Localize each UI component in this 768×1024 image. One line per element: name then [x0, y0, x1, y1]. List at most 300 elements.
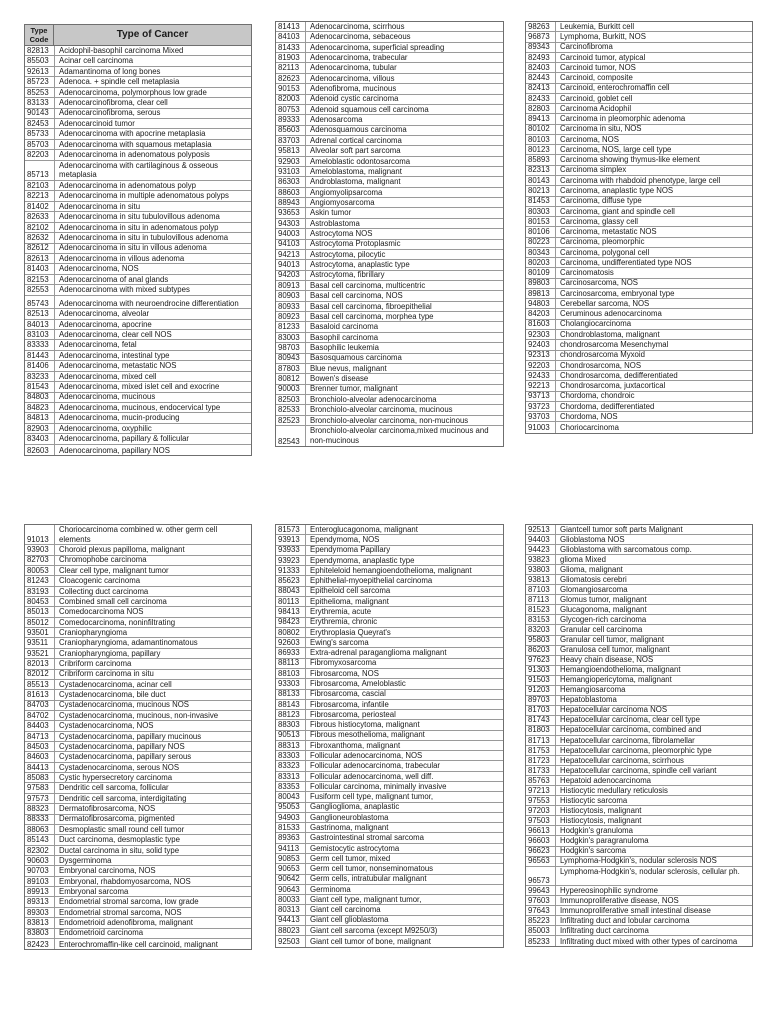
- cancer-type-cell: Carcinoma, giant and spindle cell: [555, 207, 752, 216]
- cancer-type-cell: Infiltrating duct mixed with other types of carcinoma: [555, 936, 752, 946]
- type-code-cell: 85143: [27, 835, 49, 845]
- cancer-type-cell: Fibrosarcoma, cascial: [305, 690, 503, 699]
- table-row: [276, 854, 503, 864]
- type-code-cell: 97573: [27, 793, 49, 803]
- table-row: [25, 98, 251, 108]
- type-code-cell: 98423: [278, 617, 300, 627]
- cancer-type-cell: Chordoma, chondroic: [555, 392, 752, 401]
- type-code-cell: 81453: [528, 196, 550, 206]
- type-code-cell: 83313: [278, 771, 300, 781]
- cancer-type-cell: Carcinoma, NOS: [555, 135, 752, 144]
- cancer-type-cell: Adenocarcinoma, villous: [305, 74, 503, 83]
- cancer-type-cell: Adenosarcoma: [305, 115, 503, 124]
- type-code-cell: 80913: [278, 280, 300, 290]
- table-row: [25, 649, 251, 659]
- cancer-type-cell: Histiocytic medullary reticulosis: [555, 786, 752, 795]
- table-row: [25, 618, 251, 628]
- cancer-type-cell: Dysgerminoma: [54, 856, 251, 865]
- cancer-type-cell: Infiltrating duct carcinoma: [555, 926, 752, 935]
- table-row: [526, 104, 752, 114]
- type-code-cell: 93511: [27, 638, 49, 648]
- type-code-cell: 88023: [278, 925, 300, 935]
- type-code-cell: 92903: [278, 156, 300, 166]
- type-code-cell: 80223: [528, 237, 550, 247]
- table-row: [25, 403, 251, 413]
- cancer-type-cell: Ganglioneuroblastoma: [305, 813, 503, 822]
- table-row: [526, 756, 752, 766]
- type-code-cell: 83153: [528, 615, 550, 624]
- cancer-type-cell: Acinar cell carcinoma: [54, 56, 251, 65]
- table-row: [276, 659, 503, 669]
- table-row: [25, 56, 251, 66]
- type-code-cell: 82493: [528, 52, 550, 62]
- cancer-type-cell: Cloacogenic carcinoma: [54, 576, 251, 585]
- table-row: [25, 320, 251, 330]
- table-row: [526, 666, 752, 676]
- cancer-type-cell: Adenocarcinoma in situ: [54, 202, 251, 211]
- cancer-type-cell: Ephithelial-myoepithelial carcinoma: [305, 576, 503, 585]
- type-code-cell: 84413: [27, 762, 49, 772]
- type-code-cell: 94413: [278, 915, 300, 925]
- cancer-type-cell: Adenocarcinoma with neuroendrocine differentiation: [54, 296, 251, 309]
- type-code-cell: 82302: [27, 845, 49, 855]
- type-code-cell: 84013: [27, 319, 49, 329]
- cancer-type-cell: chondrosarcoma Mesenchymal: [555, 340, 752, 349]
- cancer-type-cell: Ependymoma, anaplastic type: [305, 556, 503, 565]
- cancer-type-cell: Hepatocellular carcinoma, pleomorphic type: [555, 746, 752, 755]
- type-code-cell: 90153: [278, 84, 300, 94]
- cancer-type-cell: Fibrosarcoma, periosteal: [305, 710, 503, 719]
- table-row: [25, 815, 251, 825]
- cancer-type-cell: Adenofibroma, mucinous: [305, 84, 503, 93]
- table-row: [526, 412, 752, 422]
- type-code-cell: 83333: [27, 340, 49, 350]
- table-row: [25, 393, 251, 403]
- type-code-cell: 87103: [528, 585, 550, 594]
- table-row: [25, 119, 251, 129]
- table-row: [25, 191, 251, 201]
- table-row: [276, 53, 503, 63]
- cancer-type-cell: Carcinoma, metastatic NOS: [555, 227, 752, 236]
- table-row: [25, 783, 251, 793]
- type-code-cell: 88123: [278, 710, 300, 719]
- cancer-type-cell: Adenocarcinofibroma, serous: [54, 109, 251, 118]
- cancer-type-cell: Adenocarcinoma, mucinous: [54, 393, 251, 402]
- table-row: [276, 782, 503, 792]
- cancer-type-cell: Extra-adrenal paraganglioma malignant: [305, 648, 503, 657]
- table-row: [526, 565, 752, 575]
- cancer-type-cell: Brenner tumor, malignant: [305, 385, 503, 394]
- table-row: [526, 289, 752, 299]
- cancer-type-cell: Cystadenocarcinoma, bile duct: [54, 690, 251, 699]
- table-row: [526, 716, 752, 726]
- type-code-cell: 92313: [528, 350, 550, 360]
- type-code-cell: 82553: [27, 285, 49, 295]
- cancer-type-cell: Adenocarcinoma in villous adenoma: [54, 254, 251, 263]
- table-row: [25, 607, 251, 617]
- type-code-cell: 81443: [27, 350, 49, 360]
- cancer-type-cell: Adenocarcinoma, tubular: [305, 63, 503, 72]
- table-row: [526, 53, 752, 63]
- table-col-1: [24, 24, 252, 456]
- cancer-type-cell: Androblastoma, malignant: [305, 177, 503, 186]
- cancer-type-cell: Adenocarcinoma, papillary & follicular: [54, 434, 251, 443]
- type-code-cell: 82803: [528, 104, 550, 113]
- cancer-type-cell: Adenosquamous carcinoma: [305, 126, 503, 135]
- type-code-cell: 85013: [27, 607, 49, 617]
- table-row: [526, 207, 752, 217]
- type-code-cell: 80753: [278, 104, 300, 114]
- type-code-cell: 94803: [528, 299, 550, 308]
- table-row: [526, 696, 752, 706]
- type-code-cell: 80923: [278, 312, 300, 321]
- table-row: [526, 595, 752, 605]
- type-code-cell: 94903: [278, 812, 300, 822]
- table-row: [276, 669, 503, 679]
- table-row: [25, 939, 251, 949]
- cancer-type-cell: Erythremia, chronic: [305, 618, 503, 627]
- table-row: [25, 434, 251, 444]
- cancer-type-cell: Endometrial stromal sarcoma, NOS: [54, 908, 251, 917]
- table-row: [526, 906, 752, 916]
- type-code-cell: 94113: [278, 843, 300, 853]
- cancer-type-cell: Hepatocellular carcinoma, combined and: [555, 726, 752, 735]
- table-row: [276, 607, 503, 617]
- cancer-type-cell: Fibrous histiocytoma, malignant: [305, 720, 503, 729]
- table-row: [25, 773, 251, 783]
- type-code-cell: 92503: [278, 937, 300, 947]
- type-code-cell: 81413: [278, 22, 300, 31]
- cancer-type-cell: Adenocarcinoma, mucin-producing: [54, 413, 251, 422]
- type-code-cell: 80203: [528, 258, 550, 267]
- table-row: [25, 659, 251, 669]
- cancer-type-cell: Adenocarcinofibroma, clear cell: [54, 98, 251, 107]
- cancer-type-cell: Adenocarcinoma, superficial spreading: [305, 43, 503, 52]
- type-code-cell: 91203: [528, 685, 550, 695]
- table-row: [526, 258, 752, 268]
- table-row: [276, 136, 503, 146]
- cancer-type-cell: Clear cell type, malignant tumor: [54, 566, 251, 575]
- cancer-type-cell: Bowen's disease: [305, 374, 503, 383]
- cancer-type-cell: Ductal carcinoma in situ, solid type: [54, 846, 251, 855]
- type-code-cell: 83233: [27, 371, 49, 381]
- table-row: [276, 648, 503, 658]
- table-row: [25, 233, 251, 243]
- cancer-type-cell: Basal cell carcinoma, multicentric: [305, 281, 503, 290]
- type-code-cell: 81403: [27, 264, 49, 274]
- table-row: [526, 676, 752, 686]
- table-row: [526, 330, 752, 340]
- type-code-cell: 82633: [27, 212, 49, 222]
- cancer-type-cell: Carcinoid tumor, NOS: [555, 63, 752, 72]
- type-code-cell: 93703: [528, 412, 550, 421]
- type-code-cell: 88133: [278, 689, 300, 699]
- table-row: [25, 264, 251, 274]
- table-row: [526, 166, 752, 176]
- table-row: [25, 742, 251, 752]
- table-row: [276, 229, 503, 239]
- cancer-type-cell: Adenocarcinoma in situ tubulovillous adenoma: [54, 212, 251, 221]
- cancer-type-cell: Enterochromaffin-like cell carcinoid, malignant: [54, 939, 251, 949]
- table-row: [526, 525, 752, 535]
- table-row: [25, 129, 251, 139]
- cancer-type-cell: Dendritic cell sarcoma, follicular: [54, 783, 251, 792]
- table-col-5: [275, 524, 504, 948]
- type-code-cell: 85763: [528, 776, 550, 785]
- table-header: [25, 25, 251, 46]
- table-row: [276, 905, 503, 915]
- type-code-cell: 80102: [528, 124, 550, 134]
- cancer-type-cell: Bronchiolo-alveolar carcinoma, non-mucinous: [305, 416, 503, 425]
- table-row: [276, 628, 503, 638]
- table-row: [526, 585, 752, 595]
- table-row: [276, 731, 503, 741]
- table-row: [25, 413, 251, 423]
- table-row: [526, 73, 752, 83]
- table-col-3: [525, 21, 753, 434]
- cancer-type-cell: Lymphoma-Hodgkin's, nodular sclerosis NOS: [555, 857, 752, 866]
- type-code-cell: 97603: [528, 896, 550, 905]
- table-row: [25, 330, 251, 340]
- table-row: [526, 279, 752, 289]
- type-code-cell: 91003: [528, 423, 550, 433]
- type-code-cell: 85253: [27, 87, 49, 97]
- table-row: [25, 638, 251, 648]
- type-code-cell: 80802: [278, 627, 300, 637]
- cancer-type-cell: Epithelioma, malignant: [305, 597, 503, 606]
- type-code-cell: 81803: [528, 725, 550, 735]
- table-row: [25, 576, 251, 586]
- type-code-cell: 90643: [278, 884, 300, 894]
- table-row: [276, 792, 503, 802]
- cancer-type-cell: Carcinoma in pleomorphic adenoma: [555, 114, 752, 123]
- table-row: [25, 46, 251, 56]
- cancer-type-cell: Giantcell tumor soft parts Malignant: [555, 525, 752, 534]
- cancer-type-cell: Follicular adenocarcinoma, trabecular: [305, 761, 503, 770]
- type-code-cell: 88143: [278, 699, 300, 709]
- table-row: [526, 726, 752, 736]
- table-row: [25, 382, 251, 392]
- type-code-cell: 88113: [278, 658, 300, 668]
- table-col-4: [24, 524, 252, 950]
- type-code-cell: 92403: [528, 340, 550, 349]
- table-row: [526, 886, 752, 896]
- cancer-type-cell: Adenocarcinoma in adenomatous polyposis: [54, 150, 251, 159]
- table-row: [25, 711, 251, 721]
- cancer-type-cell: Carcinomatosis: [555, 268, 752, 277]
- cancer-type-cell: Gliomatosis cerebri: [555, 575, 752, 584]
- table-row: [276, 803, 503, 813]
- cancer-type-cell: Astrocytoma, pilocytic: [305, 250, 503, 259]
- type-code-cell: 97623: [528, 655, 550, 665]
- cancer-type-cell: Cerebellar sarcoma, NOS: [555, 299, 752, 308]
- cancer-type-cell: Hepatocellular carcinoma NOS: [555, 706, 752, 715]
- type-code-cell: 82113: [278, 63, 300, 73]
- type-code-cell: 80043: [278, 792, 300, 802]
- cancer-type-cell: Carcinosarcoma, NOS: [555, 279, 752, 288]
- type-code-cell: 90642: [278, 874, 300, 884]
- cancer-type-cell: Ceruminous adenocarcinoma: [555, 309, 752, 318]
- cancer-type-cell: Chondroblastoma, malignant: [555, 330, 752, 339]
- cancer-type-cell: Endometrial stromal sarcoma, low grade: [54, 897, 251, 906]
- cancer-type-cell: Heavy chain disease, NOS: [555, 656, 752, 665]
- table-row: [276, 22, 503, 32]
- cancer-type-cell: Germinoma: [305, 885, 503, 894]
- cancer-type-cell: Hodgkin's paragranuloma: [555, 836, 752, 845]
- type-code-cell: 81713: [528, 735, 550, 745]
- type-code-cell: 92513: [528, 525, 550, 534]
- type-code-cell: 90653: [278, 864, 300, 874]
- table-row: [25, 690, 251, 700]
- type-code-cell: 80343: [528, 247, 550, 257]
- table-row: [25, 566, 251, 576]
- type-code-cell: 81402: [27, 201, 49, 211]
- cancer-type-cell: Cystadenocarcinoma, mucinous, non-invasive: [54, 711, 251, 720]
- table-row: [526, 816, 752, 826]
- cancer-type-cell: Adenocarcinoma in adenomatous polyp: [54, 181, 251, 190]
- type-code-cell: 93903: [27, 545, 49, 555]
- type-code-cell: 81753: [528, 746, 550, 755]
- type-code-cell: 82523: [278, 415, 300, 425]
- type-code-cell: 88323: [27, 804, 49, 814]
- cancer-type-cell: Ependymoma, NOS: [305, 535, 503, 544]
- cancer-type-cell: Germ cells, intratubular malignant: [305, 875, 503, 884]
- type-code-cell: 89813: [528, 288, 550, 298]
- type-code-cell: 82903: [27, 423, 49, 433]
- type-code-cell: 88063: [27, 824, 49, 834]
- cancer-type-cell: Glomangiosarcoma: [555, 585, 752, 594]
- type-code-cell: 81543: [27, 382, 49, 392]
- cancer-type-cell: Chondrosarcoma, juxtacortical: [555, 381, 752, 390]
- type-code-cell: 82703: [27, 555, 49, 565]
- cancer-type-cell: Embryonal sarcoma: [54, 887, 251, 896]
- table-row: [526, 197, 752, 207]
- type-code-cell: 82403: [528, 63, 550, 72]
- type-code-cell: 82603: [27, 445, 49, 455]
- cancer-type-cell: Comedocarcinoma NOS: [54, 607, 251, 616]
- type-code-cell: 81406: [27, 361, 49, 371]
- table-row: [25, 825, 251, 835]
- cancer-type-cell: Lymphoma-Hodgkin's, nodular sclerosis, cellular ph.: [555, 867, 752, 886]
- type-code-cell: 98263: [528, 22, 550, 31]
- type-code-cell: 80943: [278, 353, 300, 363]
- table-row: [276, 710, 503, 720]
- type-code-cell: 90513: [278, 730, 300, 740]
- table-row: [526, 392, 752, 402]
- type-code-cell: 85623: [278, 576, 300, 586]
- table-row: [526, 646, 752, 656]
- type-code-cell: 80903: [278, 291, 300, 301]
- type-code-cell: 89313: [27, 897, 49, 907]
- table-row: [276, 291, 503, 301]
- table-row: [25, 856, 251, 866]
- cancer-type-cell: Enteroglucagonoma, malignant: [305, 525, 503, 534]
- cancer-type-cell: Fibromyxosarcoma: [305, 659, 503, 668]
- cancer-type-cell: Blue nevus, malignant: [305, 364, 503, 373]
- cancer-type-cell: Chromophobe carcinoma: [54, 556, 251, 565]
- type-code-cell: 83703: [278, 135, 300, 145]
- cancer-type-cell: Adenocarcinoma, alveolar: [54, 309, 251, 318]
- cancer-type-cell: Cholangiocarcinoma: [555, 320, 752, 329]
- cancer-type-cell: Bronchiolo-alveolar carcinoma, mucinous: [305, 405, 503, 414]
- table-row: [526, 155, 752, 165]
- type-code-cell: 96623: [528, 846, 550, 856]
- cancer-type-cell: Carcinoma, pleomorphic: [555, 238, 752, 247]
- type-code-cell: 85703: [27, 139, 49, 149]
- table-row: [276, 281, 503, 291]
- cancer-type-cell: Adenocarcinoma, apocrine: [54, 320, 251, 329]
- cancer-type-cell: Hemangioendothelioma, malignant: [555, 666, 752, 675]
- type-code-cell: 84813: [27, 413, 49, 423]
- cancer-type-cell: Cystadenocarcinoma, papillary serous: [54, 752, 251, 761]
- type-code-cell: 90003: [278, 384, 300, 394]
- table-row: [526, 847, 752, 857]
- cancer-type-cell: Carcinoma, anaplastic type NOS: [555, 186, 752, 195]
- table-row: [276, 813, 503, 823]
- table-row: [276, 926, 503, 936]
- type-code-cell: 81703: [528, 705, 550, 715]
- cancer-type-cell: Adenocarcinoma of anal glands: [54, 275, 251, 284]
- cancer-type-cell: Gastrinoma, malignant: [305, 823, 503, 832]
- table-row: [25, 866, 251, 876]
- table-row: [526, 381, 752, 391]
- cancer-type-cell: Astrocytoma Protoplasmic: [305, 240, 503, 249]
- cancer-type-cell: Adenocarcinoma with squamous metaplasia: [54, 140, 251, 149]
- table-row: [526, 299, 752, 309]
- table-row: [25, 556, 251, 566]
- cancer-type-cell: Infiltrating duct and lobular carcinoma: [555, 916, 752, 925]
- table-row: [276, 426, 503, 446]
- table-row: [526, 402, 752, 412]
- cancer-type-cell: Follicular adenocarcinoma, well diff.: [305, 772, 503, 781]
- table-row: [276, 240, 503, 250]
- cancer-type-cell: Chordoma, dedifferentiated: [555, 402, 752, 411]
- cancer-type-cell: Hepatocellular carcinoma, fibrolamellar: [555, 736, 752, 745]
- table-row: [25, 877, 251, 887]
- type-code-cell: 97643: [528, 906, 550, 915]
- table-row: [25, 254, 251, 264]
- table-row: [276, 741, 503, 751]
- cancer-type-cell: Germ cell tumor, mixed: [305, 854, 503, 863]
- table-row: [276, 198, 503, 208]
- table-row: [526, 361, 752, 371]
- type-code-cell: 99643: [528, 886, 550, 895]
- cancer-type-cell: Gastrointestinal stromal sarcoma: [305, 833, 503, 842]
- type-code-cell: 82513: [27, 309, 49, 319]
- type-code-cell: 80033: [278, 895, 300, 904]
- type-code-cell: 89803: [528, 278, 550, 288]
- type-code-cell: 90603: [27, 856, 49, 865]
- table-row: [25, 212, 251, 222]
- type-code-cell: 83203: [528, 625, 550, 635]
- type-code-cell: 91503: [528, 675, 550, 685]
- cancer-type-cell: Adenocarcinoma, NOS: [54, 264, 251, 273]
- table-row: [25, 223, 251, 233]
- cancer-type-cell: Epitheloid cell sarcoma: [305, 587, 503, 596]
- cancer-type-cell: Fibrosarcoma, infantile: [305, 700, 503, 709]
- cancer-type-cell: Endometrioid adenofibroma, malignant: [54, 918, 251, 927]
- type-code-cell: 82613: [27, 253, 49, 263]
- type-code-cell: 80106: [528, 227, 550, 237]
- table-row: [25, 929, 251, 939]
- type-code-cell: 80113: [278, 596, 300, 606]
- type-code-cell: 92203: [528, 360, 550, 370]
- type-code-cell: 83103: [27, 330, 49, 339]
- type-code-cell: 83813: [27, 918, 49, 928]
- type-code-cell: 81243: [27, 576, 49, 586]
- cancer-type-cell: Glioblastoma NOS: [555, 535, 752, 544]
- table-row: [25, 908, 251, 918]
